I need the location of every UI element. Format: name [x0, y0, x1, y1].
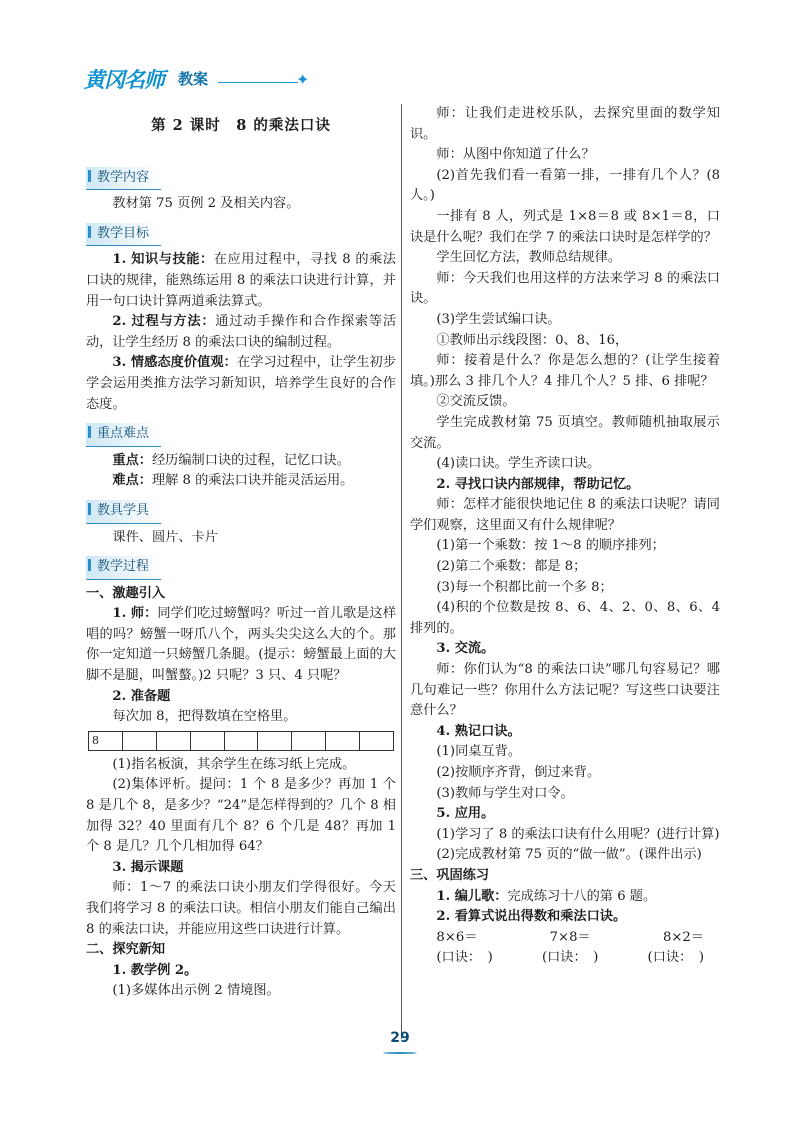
paragraph: (1)学习了 8 的乘法口诀有什么用呢？(进行计算) — [436, 826, 720, 842]
subheading: 3. 揭示课题 — [112, 859, 184, 875]
paragraph: 教材第 75 页例 2 及相关内容。 — [112, 196, 300, 212]
paragraph: (2)完成教材第 75 页的“做一做”。(课件出示) — [436, 847, 702, 863]
paragraph: 师：让我们走进校乐队，去探究里面的数学知识。 — [410, 106, 720, 142]
paragraph: (3)学生尝试编口诀。 — [436, 311, 561, 327]
table-cell — [326, 732, 360, 750]
paragraph: (2)按顺序齐背，倒过来背。 — [436, 765, 601, 780]
paragraph: (3)每一个积都比前一个多 8； — [436, 579, 613, 595]
goal-text: 在学习过程中，让学生初步学会运用类推方法学习新知识，培养学生良好的合作态度。 — [86, 355, 397, 412]
key-text: 经历编制口诀的过程，记忆口诀。 — [151, 452, 350, 468]
table-cell — [292, 732, 326, 750]
paragraph: (2)集体评析。提问：1 个 8 是多少？再加 1 个 8 是几个 8，是多少？“24”是怎样得到的？几个 8 相加得 32？40 里面有几个 8？6 个几是 48？再加 1 个 8 是几？几个几相加得 64？ — [86, 777, 396, 855]
subheading: 4. 熟记口诀。 — [436, 723, 521, 739]
subheading: 5. 应用。 — [436, 806, 495, 822]
paragraph: (4)积的个位数是按 8、6、4、2、0、8、6、4 排列的。 — [410, 600, 720, 636]
page-header — [84, 64, 344, 100]
header-rule — [218, 82, 298, 83]
paragraph: ①教师出示线段图：0、8、16， — [436, 332, 629, 348]
paragraph: (1)第一个乘数：按 1～8 的顺序排列； — [436, 538, 665, 554]
paragraph: ②交流反馈。 — [436, 394, 516, 410]
paragraph: 师：你们认为“8 的乘法口诀”哪几句容易记？哪几句难记一些？你用什么方法记呢？写这些口诀要注意什么？ — [410, 662, 720, 719]
section-heading-tools: 教具学具 — [86, 500, 161, 524]
table-cell — [157, 732, 191, 750]
item-label: 1. 师： — [112, 606, 158, 622]
goal-label: 2. 过程与方法： — [112, 314, 216, 330]
table-cell — [360, 732, 393, 750]
item-text: 完成练习十八的第 6 题。 — [507, 888, 657, 904]
paragraph — [86, 250, 396, 312]
subheading: 2. 看算式说出得数和乘法口诀。 — [436, 909, 627, 925]
subheading: 2. 准备题 — [112, 688, 171, 704]
paragraph — [86, 353, 396, 415]
equation: 8×2＝ — [662, 929, 704, 945]
page-title: 第 2 课时 8 的乘法口诀 — [151, 117, 331, 134]
goal-label: 3. 情感态度价值观： — [112, 355, 237, 371]
item-label: 1. 编儿歌： — [436, 888, 508, 904]
subheading: 3. 交流。 — [436, 641, 495, 657]
goal-text: 通过动手操作和合作探索等活动，让学生经历 8 的乘法口诀的编制过程。 — [86, 314, 397, 350]
subheading: 2. 寻找口诀内部规律，帮助记忆。 — [436, 476, 640, 492]
goal-text: 在应用过程中，寻找 8 的乘法口诀的规律，能熟练运用 8 的乘法口诀进行计算，并用一句口诀计算两道乘法算式。 — [86, 252, 396, 309]
star-icon: ✦ — [296, 70, 310, 89]
paragraph: 师：怎样才能很快地记住 8 的乘法口诀呢？请同学们观察，这里面又有什么规律呢？ — [410, 497, 720, 533]
equation: 8×6＝ — [436, 929, 478, 945]
section-heading-content: 教学内容 — [86, 167, 161, 191]
paragraph: 学生完成教材第 75 页填空。教师随机抽取展示交流。 — [410, 414, 720, 451]
right-column — [410, 104, 720, 969]
paragraph: 师：今天我们也用这样的方法来学习 8 的乘法口诀。 — [410, 270, 720, 307]
paragraph: 学生回忆方法，教师总结规律。 — [436, 250, 622, 266]
table-cell: 8 — [89, 732, 123, 750]
difficulty-text: 理解 8 的乘法口诀并能灵活运用。 — [151, 473, 354, 489]
paragraph: 每次加 8，把得数填在空格里。 — [112, 709, 297, 725]
paragraph: (3)教师与学生对口令。 — [436, 785, 574, 801]
brand-subtitle: 教案 — [178, 70, 209, 88]
fill-in-table — [88, 731, 394, 751]
table-cell — [191, 732, 225, 750]
paragraph: 一排有 8 人，列式是 1×8＝8 或 8×1＝8，口诀是什么呢？我们在学 7 的乘法口诀时是怎样学的？ — [410, 208, 720, 245]
subheading: 二、探究新知 — [86, 942, 166, 958]
subheading: 1. 教学例 2。 — [112, 962, 198, 978]
paragraph — [410, 887, 720, 908]
paragraph — [86, 312, 396, 353]
paragraph: 师：接着是什么？你是怎么想的？(让学生接着填。)那么 3 排几个人？4 排几个人？5 排、6 排呢？ — [410, 353, 720, 389]
page-number-decoration — [383, 1052, 417, 1054]
page-number: 29 — [390, 1030, 410, 1046]
table-cell — [225, 732, 259, 750]
section-heading-goals: 教学目标 — [86, 223, 161, 247]
paragraph: (4)读口诀。学生齐读口诀。 — [436, 456, 601, 472]
item-text: 同学们吃过螃蟹吗？听过一首儿歌是这样唱的吗？螃蟹一呀爪八个，两头尖尖这么大的个。那你一定知道一只螃蟹几条腿。(提示：螃蟹最上面的大脚不是腿，叫蟹螯。)2 只呢？3 只、4 只呢？ — [86, 606, 397, 684]
table-cell — [123, 732, 157, 750]
equation: 7×8＝ — [549, 929, 591, 945]
paragraph: 课件、圆片、卡片 — [112, 529, 218, 545]
paragraph: 师：1～7 的乘法口诀小朋友们学得很好。今天我们将学习 8 的乘法口诀。相信小朋友们能自己编出 8 的乘法口诀，并能应用这些口诀进行计算。 — [86, 880, 396, 937]
paragraph: (2)第二个乘数：都是 8； — [436, 559, 587, 575]
paragraph: (1)指名板演，其余学生在练习纸上完成。 — [112, 756, 356, 772]
mnemonic-row — [410, 948, 720, 969]
subheading: 一、激趣引入 — [86, 585, 166, 601]
equation-row — [410, 928, 720, 949]
mnemonic-blank: (口诀： ) — [541, 950, 599, 966]
goal-label: 1. 知识与技能： — [112, 252, 214, 268]
section-heading-process: 教学过程 — [86, 556, 161, 580]
paragraph: 师：从图中你知道了什么？ — [436, 147, 595, 163]
paragraph — [86, 451, 396, 472]
mnemonic-blank: (口诀： ) — [436, 950, 493, 966]
mnemonic-blank: (口诀： ) — [647, 950, 704, 966]
section-heading-key: 重点难点 — [86, 423, 161, 447]
paragraph: (1)多媒体出示例 2 情境图。 — [112, 983, 280, 999]
paragraph — [86, 604, 396, 686]
paragraph: (2)首先我们看一看第一排，一排有几个人？(8 人。) — [410, 167, 720, 204]
column-divider — [401, 104, 402, 1039]
difficulty-label: 难点： — [112, 473, 152, 489]
table-cell — [258, 732, 292, 750]
paragraph — [86, 471, 396, 492]
key-label: 重点： — [112, 452, 152, 468]
paragraph: (1)同桌互背。 — [436, 744, 522, 760]
brand-logo: 黄冈名师 — [84, 68, 164, 92]
left-column — [86, 112, 396, 1002]
subheading: 三、巩固练习 — [410, 867, 490, 883]
